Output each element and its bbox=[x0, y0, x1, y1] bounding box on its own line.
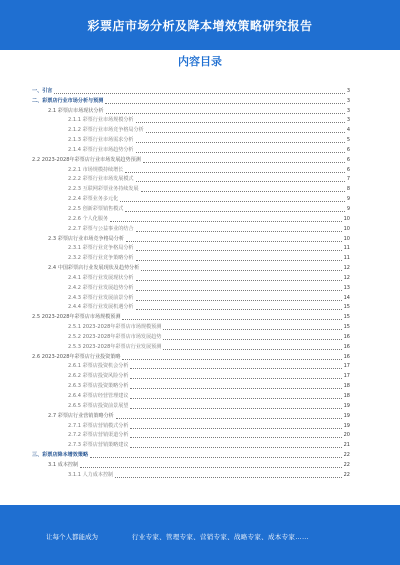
toc-entry[interactable] bbox=[32, 175, 350, 185]
toc-entry[interactable] bbox=[32, 421, 350, 431]
toc-entry-label: 2.1 彩票店市场现状分析 bbox=[48, 107, 104, 114]
toc-entry-label: 3.1 成本控制 bbox=[48, 461, 79, 468]
toc-leader-dots bbox=[130, 388, 341, 389]
toc-leader-dots bbox=[136, 181, 345, 182]
toc-entry-label: 2.4.3 彩票行业发展前景分析 bbox=[68, 294, 134, 301]
toc-entry[interactable] bbox=[32, 184, 350, 194]
toc-entry-label: 2.6.5 彩票店投资前景展望 bbox=[68, 402, 129, 409]
toc-leader-dots bbox=[130, 408, 341, 409]
toc-entry[interactable] bbox=[32, 283, 350, 293]
toc-entry[interactable] bbox=[32, 460, 350, 470]
toc-leader-dots bbox=[136, 290, 342, 291]
toc-entry-page: 15 bbox=[343, 324, 350, 331]
toc-entry-label: 2.4.2 彩票行业发展趋势分析 bbox=[68, 284, 134, 291]
toc-entry-label: 2.6.1 彩票店投资机会分析 bbox=[68, 363, 129, 370]
toc-entry[interactable] bbox=[32, 204, 350, 214]
toc-entry-page: 16 bbox=[343, 333, 350, 340]
footer-tagline: 行业专家、管理专家、营销专家、战略专家、成本专家…… bbox=[132, 533, 309, 541]
toc-leader-dots bbox=[136, 309, 342, 310]
toc-leader-dots bbox=[130, 447, 341, 448]
toc-entry-label: 2.1.2 彩票行业市场竞争格局分析 bbox=[68, 127, 144, 134]
toc-entry-label: 2.1.1 彩票行业市场规模分析 bbox=[68, 117, 134, 124]
toc-entry-label: 2.1.4 彩票行业市场趋势分析 bbox=[68, 146, 134, 153]
toc-entry-page: 11 bbox=[343, 255, 350, 262]
toc-entry-label: 2.4.4 彩票行业发展机遇分析 bbox=[68, 304, 134, 311]
toc-entry-label: 2.6.2 彩票店投资风险分析 bbox=[68, 373, 129, 380]
toc-entry-page: 10 bbox=[343, 235, 350, 242]
toc-leader-dots bbox=[125, 211, 344, 212]
toc-entry-page: 17 bbox=[343, 373, 350, 380]
toc-entry[interactable] bbox=[32, 273, 350, 283]
toc-entry[interactable] bbox=[32, 303, 350, 313]
toc-entry[interactable] bbox=[32, 470, 350, 480]
toc-entry-label: 2.5 2023-2028年彩票店市场规模预测 bbox=[32, 314, 121, 321]
toc-entry-label: 2.7.2 彩票店营销渠道分析 bbox=[68, 432, 129, 439]
toc-entry-label: 2.2.5 创新彩票销售模式 bbox=[68, 205, 124, 212]
toc-entry-page: 9 bbox=[346, 205, 350, 212]
toc-entry-page: 22 bbox=[343, 461, 350, 468]
toc-entry-label: 2.7.3 彩票店营销策略建议 bbox=[68, 442, 129, 449]
toc-entry[interactable] bbox=[32, 214, 350, 224]
toc-entry[interactable] bbox=[32, 224, 350, 234]
toc-leader-dots bbox=[126, 241, 342, 242]
toc-leader-dots bbox=[80, 467, 342, 468]
toc-leader-dots bbox=[130, 428, 341, 429]
toc-entry-page: 13 bbox=[343, 284, 350, 291]
toc-entry-page: 14 bbox=[343, 294, 350, 301]
toc-entry-label: 2.2 2023-2028年彩票店行业市场发展趋势预测 bbox=[32, 156, 141, 163]
toc-entry-page: 3 bbox=[346, 97, 350, 104]
toc-entry[interactable] bbox=[32, 342, 350, 352]
toc-entry-page: 19 bbox=[343, 402, 350, 409]
toc-entry[interactable] bbox=[32, 253, 350, 263]
footer-bar bbox=[0, 505, 400, 565]
toc-entry[interactable] bbox=[32, 125, 350, 135]
toc-leader-dots bbox=[136, 142, 345, 143]
toc-leader-dots bbox=[122, 319, 341, 320]
toc-leader-dots bbox=[141, 191, 345, 192]
toc-entry[interactable] bbox=[32, 322, 350, 332]
toc-entry-label: 2.5.3 2023-2028年彩票店行业发展预测 bbox=[68, 343, 162, 350]
document-title: 彩票店市场分析及降本增效策略研究报告 bbox=[87, 18, 313, 33]
toc-entry-label: 2.4.1 彩票行业发展现状分析 bbox=[68, 274, 134, 281]
toc-entry-page: 8 bbox=[346, 186, 350, 193]
toc-entry[interactable] bbox=[32, 165, 350, 175]
toc-entry[interactable] bbox=[32, 86, 350, 96]
toc-leader-dots bbox=[116, 418, 342, 419]
toc-entry-label: 2.1.3 彩票行业市场需求分析 bbox=[68, 137, 134, 144]
toc-leader-dots bbox=[136, 280, 342, 281]
toc-leader-dots bbox=[106, 113, 345, 114]
toc-entry[interactable] bbox=[32, 194, 350, 204]
toc-entry-label: 2.3 彩票店行业市场竞争格局分析 bbox=[48, 235, 124, 242]
toc-leader-dots bbox=[146, 132, 345, 133]
toc-entry-page: 9 bbox=[346, 196, 350, 203]
toc-entry-page: 15 bbox=[343, 314, 350, 321]
toc-entry[interactable] bbox=[32, 135, 350, 145]
toc-leader-dots bbox=[136, 260, 342, 261]
toc-entry-label: 2.6.4 彩票店经营管理建议 bbox=[68, 393, 129, 399]
toc-entry[interactable] bbox=[32, 106, 350, 116]
toc-entry-page: 6 bbox=[346, 166, 350, 173]
toc-leader-dots bbox=[136, 231, 342, 232]
toc-entry[interactable] bbox=[32, 263, 350, 273]
toc-leader-dots bbox=[120, 201, 345, 202]
toc-entry-page: 6 bbox=[346, 156, 350, 163]
toc-leader-dots bbox=[163, 349, 341, 350]
toc-entry[interactable] bbox=[32, 362, 350, 372]
toc-leader-dots bbox=[90, 457, 342, 458]
toc-entry-page: 19 bbox=[343, 422, 350, 429]
toc-entry[interactable] bbox=[32, 381, 350, 391]
toc-entry-page: 16 bbox=[343, 343, 350, 350]
toc-entry-page: 16 bbox=[343, 353, 350, 360]
toc-leader-dots bbox=[54, 93, 344, 94]
toc-leader-dots bbox=[136, 152, 345, 153]
toc-entry-page: 18 bbox=[343, 393, 350, 399]
toc-entry-page: 10 bbox=[343, 225, 350, 232]
toc-entry-label: 2.3.2 彩票行业竞争策略分析 bbox=[68, 255, 134, 262]
toc-entry-page: 4 bbox=[346, 127, 350, 134]
toc-heading: 内容目录 bbox=[178, 55, 222, 68]
toc-entry[interactable] bbox=[32, 155, 350, 165]
toc-entry[interactable] bbox=[32, 371, 350, 381]
toc-leader-dots bbox=[110, 221, 342, 222]
toc-entry-page: 19 bbox=[343, 412, 350, 419]
toc-entry-label: 2.6.3 彩票店投资策略分析 bbox=[68, 383, 129, 390]
toc-leader-dots bbox=[163, 339, 341, 340]
toc-leader-dots bbox=[136, 122, 345, 123]
toc-entry[interactable] bbox=[32, 116, 350, 126]
toc-leader-dots bbox=[130, 368, 341, 369]
toc-entry-page: 22 bbox=[343, 452, 350, 459]
toc-entry[interactable] bbox=[32, 431, 350, 441]
toc-entry-page: 5 bbox=[346, 137, 350, 144]
toc-entry-label: 2.5.1 2023-2028年彩票店市场规模预测 bbox=[68, 324, 162, 331]
toc-entry-page: 21 bbox=[343, 442, 350, 449]
toc-leader-dots bbox=[105, 103, 344, 104]
toc-entry-label: 2.7.1 彩票店营销模式分析 bbox=[68, 422, 129, 429]
toc-entry[interactable] bbox=[32, 244, 350, 254]
toc-leader-dots bbox=[136, 250, 342, 251]
toc-leader-dots bbox=[136, 300, 342, 301]
toc-entry-page: 11 bbox=[343, 245, 350, 252]
toc-entry-page: 15 bbox=[343, 304, 350, 311]
toc-entry-label: 三、彩票店降本增效策略 bbox=[32, 452, 89, 459]
table-of-contents bbox=[32, 86, 350, 480]
toc-leader-dots bbox=[115, 477, 341, 478]
toc-entry-page: 18 bbox=[343, 383, 350, 390]
toc-entry-page: 12 bbox=[343, 274, 350, 281]
toc-entry[interactable] bbox=[32, 96, 350, 106]
toc-entry-page: 17 bbox=[343, 363, 350, 370]
header-bar bbox=[0, 0, 400, 50]
toc-entry-page: 10 bbox=[343, 215, 350, 222]
toc-entry-page: 3 bbox=[346, 87, 350, 94]
toc-entry-label: 2.2.4 彩票业务多元化 bbox=[68, 196, 119, 203]
toc-entry[interactable] bbox=[32, 401, 350, 411]
toc-entry-label: 2.5.2 2023-2028年彩票店市场发展趋势 bbox=[68, 333, 162, 340]
toc-entry-label: 二、彩票店行业市场分析与预测 bbox=[32, 97, 104, 104]
toc-entry-label: 2.2.2 彩票行业市场发展模式 bbox=[68, 176, 134, 183]
toc-entry[interactable] bbox=[32, 234, 350, 244]
toc-leader-dots bbox=[163, 329, 341, 330]
toc-entry-label: 2.4 中国彩票店行业发展现状及趋势分析 bbox=[48, 265, 140, 272]
toc-entry-label: 2.7 彩票店行业营销策略分析 bbox=[48, 412, 114, 419]
toc-leader-dots bbox=[143, 162, 345, 163]
toc-entry[interactable] bbox=[32, 145, 350, 155]
toc-entry-label: 2.2.1 市场规模持续增长 bbox=[68, 166, 124, 173]
toc-entry-page: 6 bbox=[346, 146, 350, 153]
toc-leader-dots bbox=[130, 398, 341, 399]
toc-entry-page: 22 bbox=[343, 471, 350, 478]
toc-entry-label: 2.2.3 互联网彩票业务持续发展 bbox=[68, 186, 139, 193]
toc-leader-dots bbox=[130, 437, 341, 438]
toc-entry[interactable] bbox=[32, 352, 350, 362]
toc-entry[interactable] bbox=[32, 450, 350, 460]
toc-entry-label: 2.2.6 个人化服务 bbox=[68, 215, 109, 222]
toc-entry[interactable] bbox=[32, 411, 350, 421]
toc-entry[interactable] bbox=[32, 440, 350, 450]
footer-slogan: 让每个人都能成为 bbox=[46, 533, 98, 541]
toc-entry[interactable] bbox=[32, 312, 350, 322]
toc-entry-page: 3 bbox=[346, 107, 350, 114]
toc-leader-dots bbox=[122, 359, 341, 360]
toc-entry-label: 2.2.7 彩票与公益事业的结合 bbox=[68, 225, 134, 232]
toc-entry-label: 2.6 2023-2028年彩票店行业投资策略 bbox=[32, 353, 121, 360]
toc-entry[interactable] bbox=[32, 293, 350, 303]
toc-entry-page: 20 bbox=[343, 432, 350, 439]
toc-entry-page: 7 bbox=[346, 176, 350, 183]
toc-entry-label: 一、引言 bbox=[32, 87, 53, 94]
toc-entry-page: 12 bbox=[343, 265, 350, 272]
toc-entry-page: 3 bbox=[346, 117, 350, 124]
toc-leader-dots bbox=[141, 270, 341, 271]
toc-entry-label: 2.3.1 彩票行业竞争格局分析 bbox=[68, 245, 134, 252]
toc-entry-label: 3.1.1 人力成本控制 bbox=[68, 471, 114, 478]
toc-entry[interactable] bbox=[32, 391, 350, 401]
toc-leader-dots bbox=[130, 378, 341, 379]
toc-leader-dots bbox=[125, 172, 344, 173]
toc-entry[interactable] bbox=[32, 332, 350, 342]
